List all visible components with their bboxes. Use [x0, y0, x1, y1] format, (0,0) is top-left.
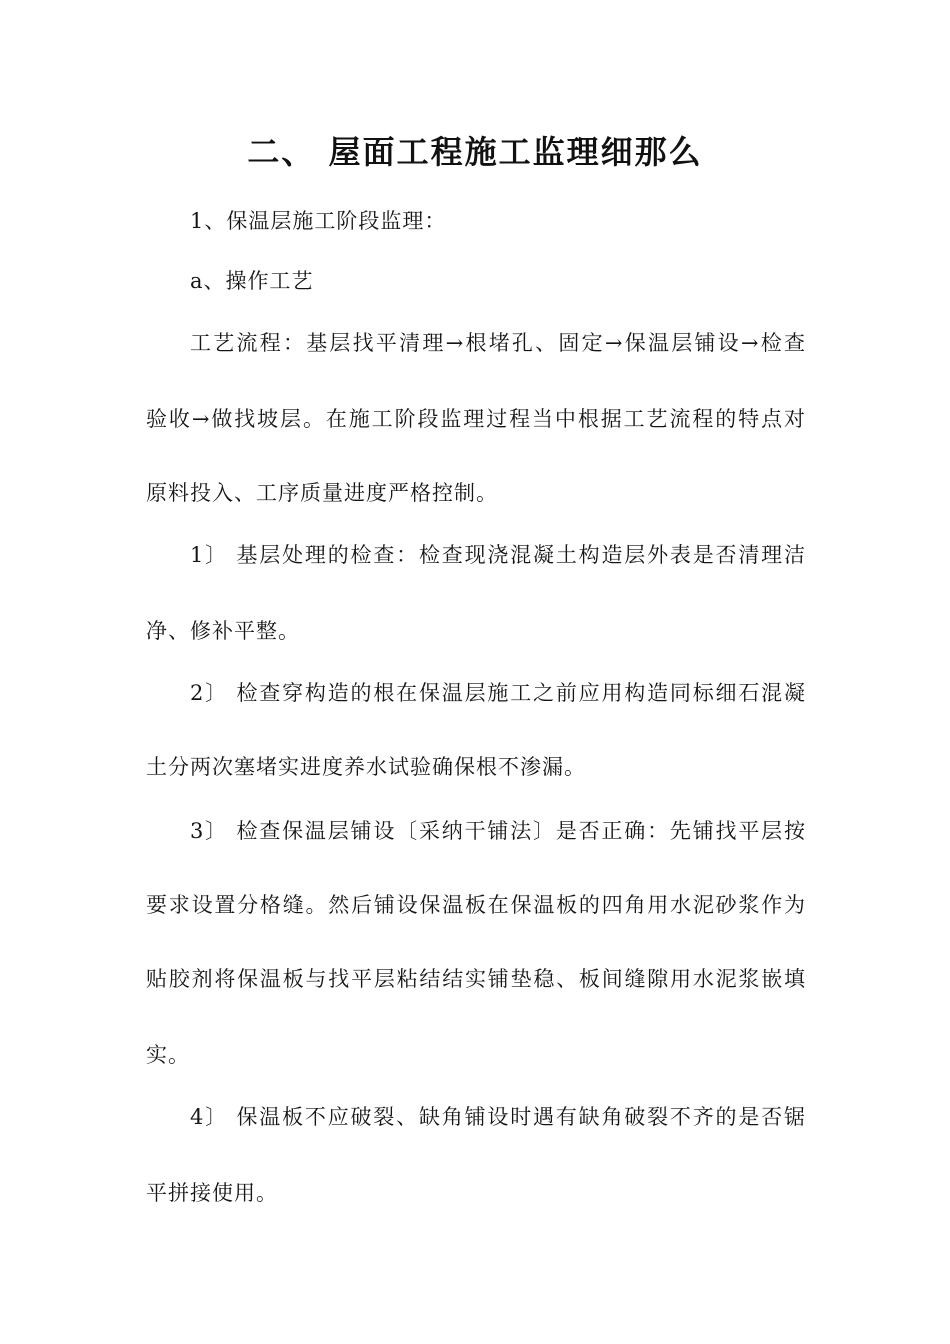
- list-item-line: 净、修补平整。: [146, 619, 300, 643]
- list-item-line: 土分两次塞堵实进度养水试验确保根不渗漏。: [146, 755, 586, 779]
- page-title: 二、 屋面工程施工监理细那么: [247, 133, 703, 171]
- list-item-line: 1〕 基层处理的检查：检查现浇混凝土构造层外表是否清理洁: [190, 543, 806, 567]
- list-item-line: 4〕 保温板不应破裂、缺角铺设时遇有缺角破裂不齐的是否锯: [190, 1105, 806, 1129]
- paragraph-line: 工艺流程：基层找平清理→根堵孔、固定→保温层铺设→检查: [190, 331, 806, 355]
- list-item-line: 2〕 检查穿构造的根在保温层施工之前应用构造同标细石混凝: [190, 681, 806, 705]
- list-item-line: 贴胶剂将保温板与找平层粘结结实铺垫稳、板间缝隙用水泥浆嵌填: [146, 967, 806, 991]
- paragraph-line: 验收→做找坡层。在施工阶段监理过程当中根据工艺流程的特点对: [146, 407, 806, 431]
- list-item-line: 要求设置分格缝。然后铺设保温板在保温板的四角用水泥砂浆作为: [146, 893, 806, 917]
- subsection-heading: a、操作工艺: [190, 269, 314, 293]
- section-heading: 1、保温层施工阶段监理：: [190, 209, 447, 233]
- paragraph-line: 原料投入、工序质量进度严格控制。: [146, 481, 498, 505]
- list-item-line: 3〕 检查保温层铺设〔采纳干铺法〕是否正确：先铺找平层按: [190, 819, 806, 843]
- list-item-line: 实。: [146, 1043, 190, 1067]
- list-item-line: 平拼接使用。: [146, 1181, 278, 1205]
